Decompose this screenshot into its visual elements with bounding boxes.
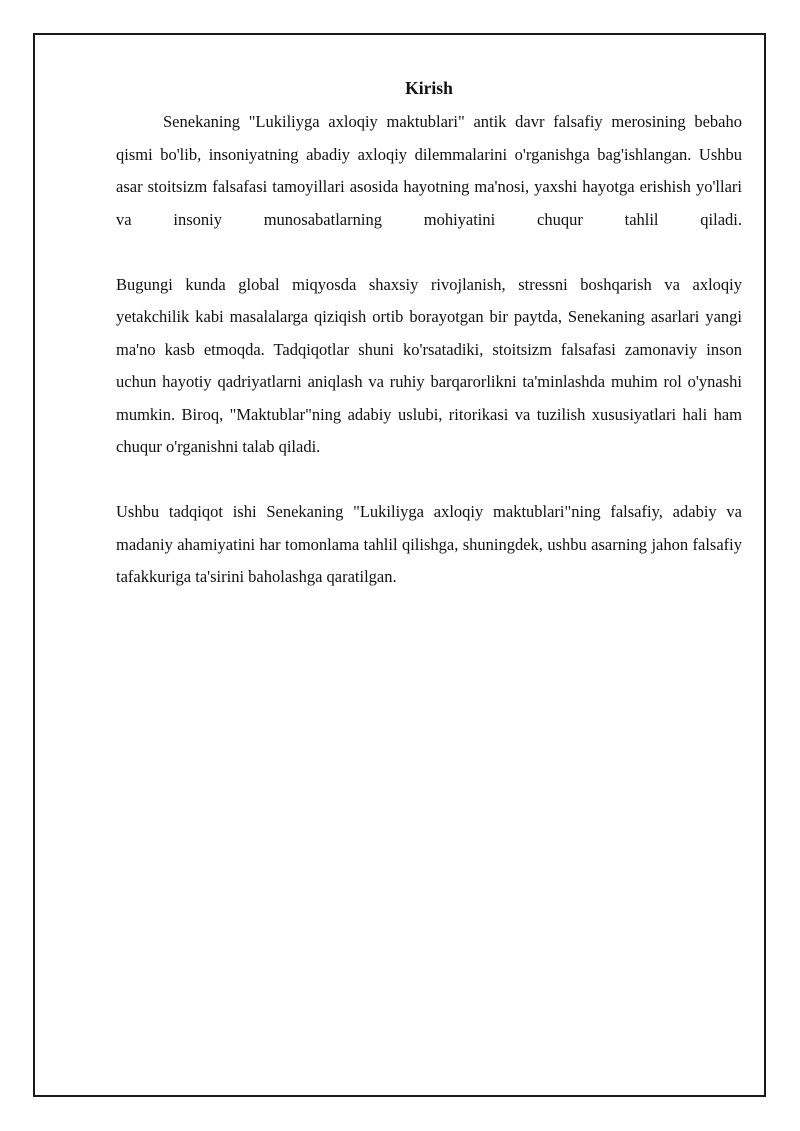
paragraph-spacer — [116, 464, 742, 497]
paragraph-2: Bugungi kunda global miqyosda shaxsiy rivojlanish, stressni boshqarish va axloqiy yetakchilik kabi masalalarga qiziqish ortib borayotgan bir paytda, Senekaning asarlari yangi ma'no kasb etmoqda. Tadqiqotlar shuni ko'rsatadiki, stoitsizm falsafasi zamonaviy inson uchun hayotiy qadriyatlarni aniqlash va ruhiy barqarorlikni ta'minlashda muhim rol o'ynashi mumkin. Biroq, "Maktublar"ning adabiy uslubi, ritorikasi va tuzilish xususiyatlari hali ham chuqur o'rganishni talab qiladi. — [116, 274, 742, 456]
document-body — [116, 74, 742, 594]
document-title: Kirish — [405, 78, 453, 98]
paragraph-1: Senekaning "Lukiliyga axloqiy maktublari" antik davr falsafiy merosining bebaho qismi bo'lib, insoniyatning abadiy axloqiy dilemmalarini o'rganishga bag'ishlangan. Ushbu asar stoitsizm falsafasi tamoyillari asosida hayotning ma'nosi, yaxshi hayotga erishish yo'llari va insoniy munosabatlarning mohiyatini chuqur tahlil qiladi. — [116, 112, 742, 229]
paragraph-3: Ushbu tadqiqot ishi Senekaning "Lukiliyga axloqiy maktublari"ning falsafiy, adabiy va madaniy ahamiyatini har tomonlama tahlil qilishga, shuningdek, ushbu asarning jahon falsafiy tafakkuriga ta'sirini baholashga qaratilgan. — [116, 502, 742, 586]
paragraph-spacer — [116, 236, 742, 269]
